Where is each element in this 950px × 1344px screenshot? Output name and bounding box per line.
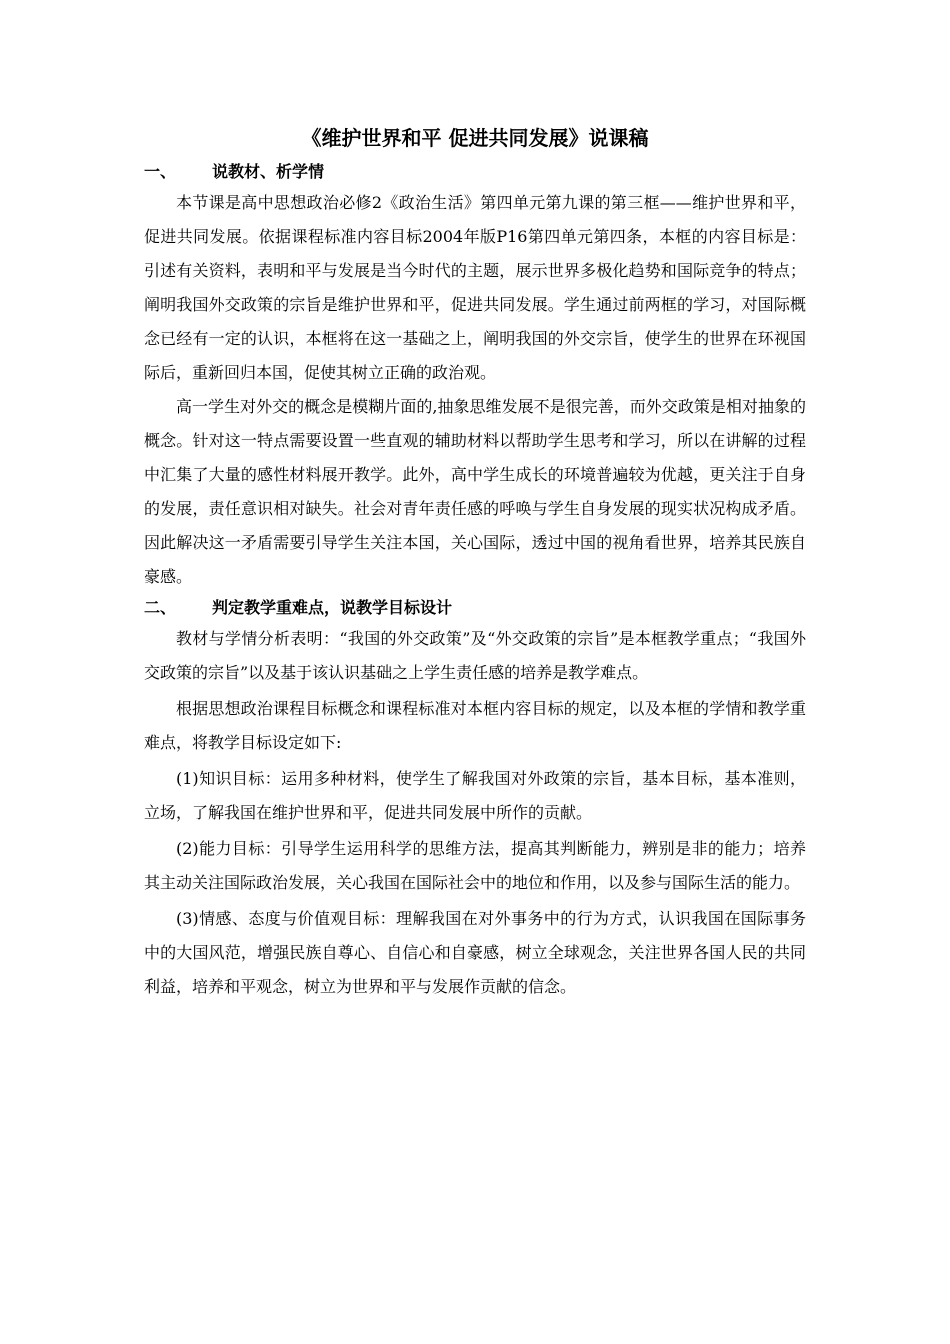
section-title: 说教材、析学情 xyxy=(212,162,325,181)
section-heading xyxy=(144,594,806,622)
paragraph: (1)知识目标：运用多种材料，使学生了解我国对外政策的宗旨，基本目标，基本准则，立场，了解我国在维护世界和平，促进共同发展中所作的贡献。 xyxy=(144,769,806,822)
section-number: 一、 xyxy=(144,162,177,181)
paragraph: 根据思想政治课程目标概念和课程标准对本框内容目标的规定，以及本框的学情和教学重难点，将教学目标设定如下: xyxy=(144,699,806,752)
paragraph: 教材与学情分析表明：“我国的外交政策”及“外交政策的宗旨”是本框教学重点；“我国外交政策的宗旨”以及基于该认识基础之上学生责任感的培养是教学难点。 xyxy=(144,629,806,682)
section-title: 判定教学重难点，说教学目标设计 xyxy=(212,598,453,617)
paragraph: 高一学生对外交的概念是模糊片面的,抽象思维发展不是很完善，而外交政策是相对抽象的概念。针对这一特点需要设置一些直观的辅助材料以帮助学生思考和学习，所以在讲解的过程中汇集了大量的感性材料展开教学。此外，高中学生成长的环境普遍较为优越，更关注于自身的发展，责任意识相对缺失。社会对青年责任感的呼唤与学生自身发展的现实状况构成矛盾。因此解决这一矛盾需要引导学生关注本国，关心国际，透过中国的视角看世界，培养其民族自豪感。 xyxy=(144,397,806,586)
document-title: 《维护世界和平 促进共同发展》说课稿 xyxy=(301,126,649,150)
paragraph: (2)能力目标：引导学生运用科学的思维方法，提高其判断能力，辨别是非的能力；培养其主动关注国际政治发展，关心我国在国际社会中的地位和作用，以及参与国际生活的能力。 xyxy=(144,839,806,892)
document-body xyxy=(144,122,806,1004)
section-heading xyxy=(144,158,806,186)
paragraph: (3)情感、态度与价值观目标：理解我国在对外事务中的行为方式，认识我国在国际事务中的大国风范，增强民族自尊心、自信心和自豪感，树立全球观念，关注世界各国人民的共同利益，培养和平观念，树立为世界和平与发展作贡献的信念。 xyxy=(144,909,806,996)
paragraph: 本节课是高中思想政治必修2《政治生活》第四单元第九课的第三框——维护世界和平，促进共同发展。依据课程标准内容目标2004年版P16第四单元第四条，本框的内容目标是：引述有关资料，表明和平与发展是当今时代的主题，展示世界多极化趋势和国际竞争的特点；阐明我国外交政策的宗旨是维护世界和平，促进共同发展。学生通过前两框的学习，对国际概念已经有一定的认识，本框将在这一基础之上，阐明我国的外交宗旨，使学生的世界在环视国际后，重新回归本国，促使其树立正确的政治观。 xyxy=(144,193,806,382)
section-number: 二、 xyxy=(144,598,177,617)
